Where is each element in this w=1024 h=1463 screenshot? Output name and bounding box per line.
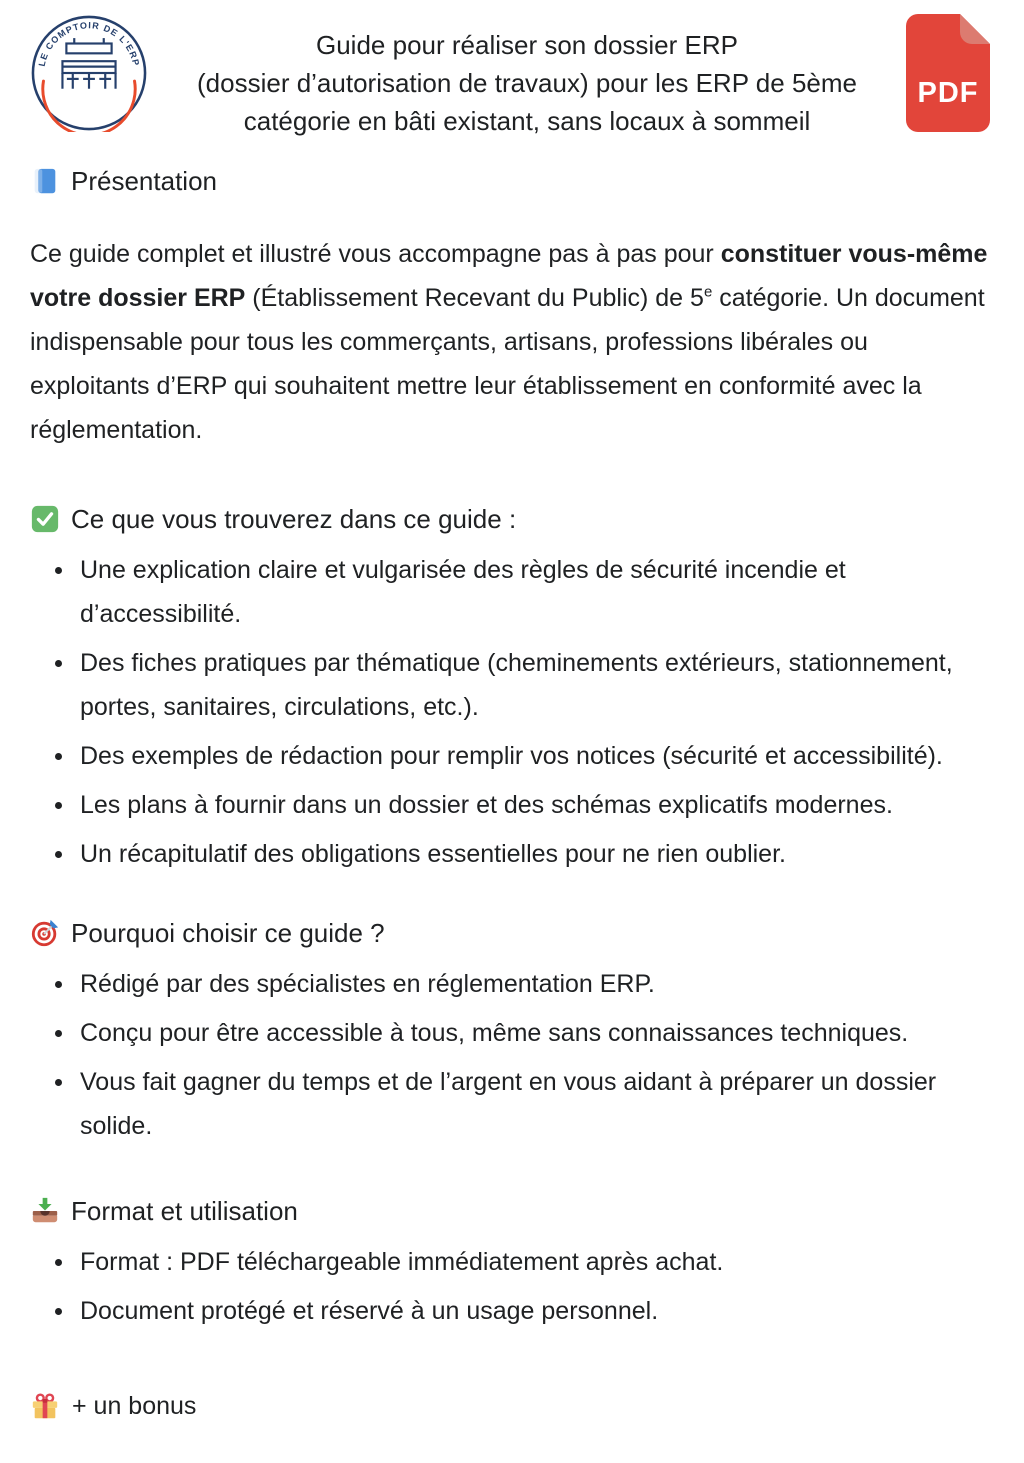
list-item: Document protégé et réservé à un usage personnel.: [30, 1289, 990, 1333]
guide-contents-list: [30, 548, 990, 876]
pdf-file-icon: [906, 14, 990, 132]
guide-contents-heading: [30, 502, 990, 536]
list-item: Des exemples de rédaction pour remplir vos notices (sécurité et accessibilité).: [30, 734, 990, 778]
pdf-badge-label: PDF: [917, 77, 979, 109]
why-choose-heading-label: Pourquoi choisir ce guide ?: [71, 918, 385, 948]
doc-header: [30, 10, 990, 140]
section-presentation: [30, 164, 990, 452]
list-item: Rédigé par des spécialistes en réglementation ERP.: [30, 962, 990, 1006]
format-usage-heading-label: Format et utilisation: [71, 1196, 298, 1226]
section-guide-contents: [30, 502, 990, 876]
format-usage-heading: [30, 1194, 990, 1228]
comptoir-erp-logo-icon: [30, 14, 148, 132]
gift-icon: [30, 1391, 60, 1421]
page-title-line: catégorie en bâti existant, sans locaux à sommeil: [243, 106, 811, 136]
page-title: [148, 26, 906, 140]
intro-text: (Établissement Recevant du Public) de 5: [245, 284, 704, 312]
section-format-usage: [30, 1194, 990, 1333]
intro-text: Ce guide complet et illustré vous accompagne pas à pas pour: [30, 240, 721, 268]
target-icon: [30, 918, 60, 948]
guide-contents-heading-label: Ce que vous trouverez dans ce guide :: [71, 504, 517, 534]
page-title-line: (dossier d’autorisation de travaux) pour les ERP de 5ème: [197, 68, 857, 98]
format-usage-list: [30, 1240, 990, 1333]
list-item: Des fiches pratiques par thématique (cheminements extérieurs, stationnement, portes, sanitaires, circulations, etc.).: [30, 641, 990, 729]
why-choose-list: [30, 962, 990, 1148]
presentation-heading-label: Présentation: [71, 166, 217, 196]
brand-logo: [30, 14, 148, 132]
list-item: Une explication claire et vulgarisée des règles de sécurité incendie et d’accessibilité.: [30, 548, 990, 636]
list-item: Conçu pour être accessible à tous, même sans connaissances techniques.: [30, 1011, 990, 1055]
why-choose-heading: [30, 916, 990, 950]
bonus-row: [30, 1389, 990, 1423]
page-title-line: Guide pour réaliser son dossier ERP: [316, 30, 738, 60]
intro-bold-text: constituer vous-même votre dossier ERP: [30, 240, 988, 312]
pdf-badge: [906, 14, 990, 132]
blue-book-icon: [30, 166, 60, 196]
presentation-heading: [30, 164, 990, 198]
list-item: Les plans à fournir dans un dossier et des schémas explicatifs modernes.: [30, 783, 990, 827]
list-item: Un récapitulatif des obligations essentielles pour ne rien oublier.: [30, 832, 990, 876]
intro-superscript: e: [703, 283, 713, 301]
list-item: Vous fait gagner du temps et de l’argent en vous aidant à préparer un dossier solide.: [30, 1060, 990, 1148]
inbox-tray-icon: [30, 1196, 60, 1226]
section-why-choose: [30, 916, 990, 1148]
check-mark-icon: [30, 504, 60, 534]
intro-text: catégorie. Un document indispensable pour tous les commerçants, artisans, professions libérales ou exploitants d’ERP qui souhaitent mettre leur établissement en conformité avec la réglementation.: [30, 284, 985, 444]
list-item: Format : PDF téléchargeable immédiatement après achat.: [30, 1240, 990, 1284]
bonus-text: + un bonus: [72, 1392, 197, 1420]
brand-arc-text: LE COMPTOIR DE L'ERP: [36, 20, 142, 68]
intro-paragraph: [30, 232, 990, 452]
